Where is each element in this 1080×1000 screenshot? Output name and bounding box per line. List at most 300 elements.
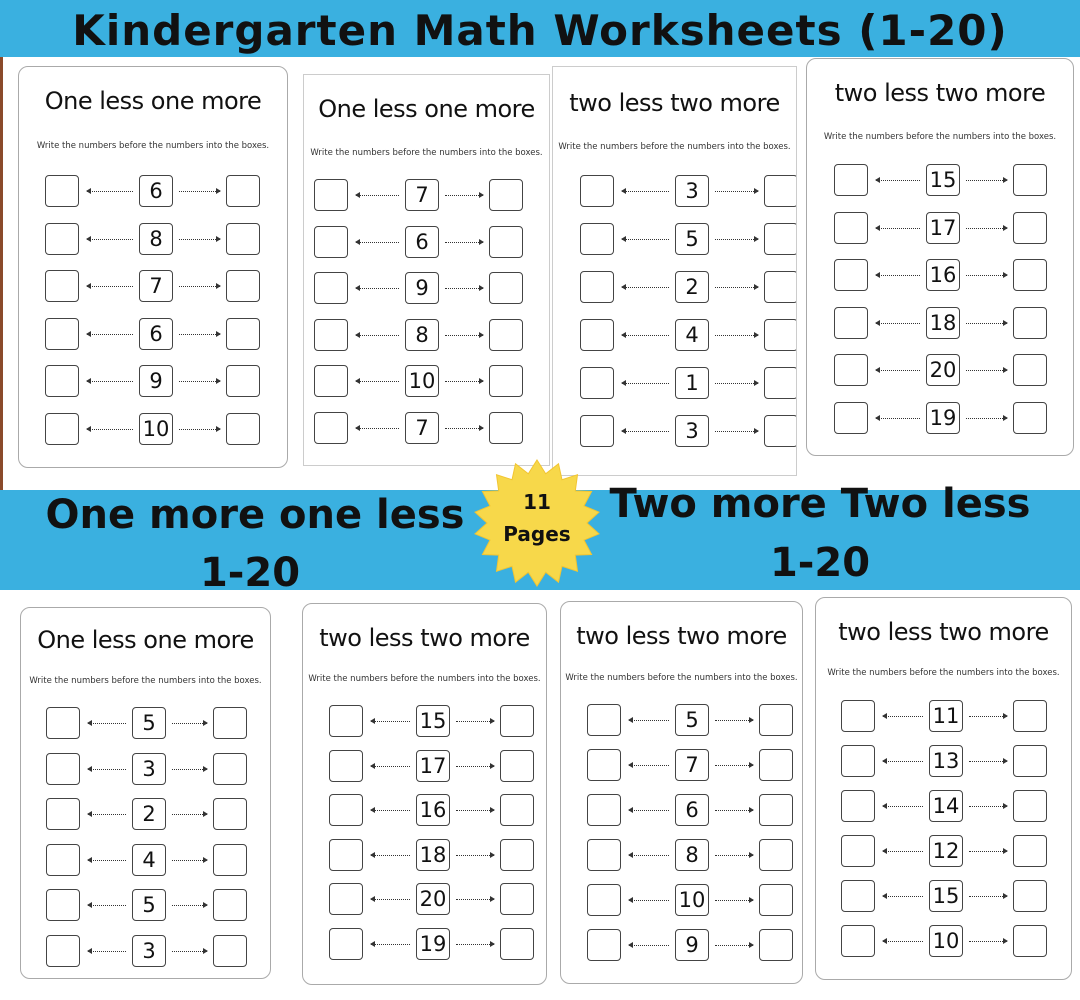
worksheet-instruction: Write the numbers before the numbers into the boxes. (823, 132, 1057, 142)
worksheet-row (807, 354, 1073, 388)
answer-box-after[interactable] (1013, 880, 1047, 912)
given-number: 16 (416, 794, 450, 826)
left-arrow-icon (622, 287, 669, 288)
answer-box-before[interactable] (587, 704, 621, 736)
worksheet-title: two less two more (838, 618, 1049, 646)
answer-box-before[interactable] (580, 319, 614, 351)
answer-box-before[interactable] (841, 835, 875, 867)
answer-box-before[interactable] (834, 259, 868, 291)
worksheet-row (561, 884, 802, 918)
given-number: 8 (405, 319, 439, 351)
answer-box-before[interactable] (45, 365, 79, 397)
answer-box-after[interactable] (500, 794, 534, 826)
answer-box-before[interactable] (329, 839, 363, 871)
answer-box-before[interactable] (834, 164, 868, 196)
worksheet-row (553, 175, 796, 209)
right-arrow-icon (172, 951, 207, 952)
given-number: 2 (132, 798, 166, 830)
right-arrow-icon (715, 945, 753, 946)
answer-box-before[interactable] (314, 272, 348, 304)
worksheet-row (553, 367, 796, 401)
given-number: 16 (926, 259, 960, 291)
answer-box-before[interactable] (46, 935, 80, 967)
answer-box-after[interactable] (500, 705, 534, 737)
answer-box-after[interactable] (213, 889, 247, 921)
left-arrow-icon (622, 239, 669, 240)
answer-box-before[interactable] (45, 175, 79, 207)
answer-box-after[interactable] (226, 365, 260, 397)
left-arrow-icon (87, 334, 133, 335)
answer-box-before[interactable] (841, 745, 875, 777)
answer-box-before[interactable] (834, 354, 868, 386)
left-arrow-icon (87, 191, 133, 192)
given-number: 9 (139, 365, 173, 397)
left-arrow-icon (876, 370, 920, 371)
right-arrow-icon (969, 761, 1007, 762)
given-number: 17 (926, 212, 960, 244)
right-arrow-icon (966, 370, 1007, 371)
worksheet-row (807, 402, 1073, 436)
answer-box-before[interactable] (46, 889, 80, 921)
given-number: 10 (929, 925, 963, 957)
given-number: 4 (675, 319, 709, 351)
given-number: 2 (675, 271, 709, 303)
answer-box-after[interactable] (1013, 745, 1047, 777)
answer-box-before[interactable] (45, 223, 79, 255)
answer-box-before[interactable] (587, 884, 621, 916)
left-arrow-icon (371, 944, 410, 945)
answer-box-before[interactable] (841, 790, 875, 822)
given-number: 11 (929, 700, 963, 732)
answer-box-after[interactable] (489, 365, 523, 397)
answer-box-before[interactable] (46, 753, 80, 785)
given-number: 3 (132, 935, 166, 967)
right-arrow-icon (172, 860, 207, 861)
answer-box-after[interactable] (226, 175, 260, 207)
right-arrow-icon (456, 944, 494, 945)
worksheet-row (807, 259, 1073, 293)
answer-box-after[interactable] (226, 270, 260, 302)
worksheet-row (19, 365, 287, 399)
worksheet-row (19, 318, 287, 352)
given-number: 15 (416, 705, 450, 737)
answer-box-before[interactable] (314, 319, 348, 351)
answer-box-before[interactable] (587, 839, 621, 871)
answer-box-after[interactable] (500, 839, 534, 871)
right-arrow-icon (456, 855, 494, 856)
answer-box-before[interactable] (329, 705, 363, 737)
left-arrow-icon (883, 716, 923, 717)
right-arrow-icon (969, 716, 1007, 717)
given-number: 15 (926, 164, 960, 196)
left-arrow-icon (883, 941, 923, 942)
left-arrow-icon (876, 275, 920, 276)
left-arrow-icon (876, 180, 920, 181)
answer-box-after[interactable] (764, 271, 797, 303)
answer-box-after[interactable] (1013, 790, 1047, 822)
worksheet-title: One less one more (44, 87, 262, 115)
left-arrow-icon (876, 228, 920, 229)
answer-box-after[interactable] (1013, 164, 1047, 196)
given-number: 9 (675, 929, 709, 961)
right-arrow-icon (966, 323, 1007, 324)
worksheet-title: two less two more (576, 622, 787, 650)
worksheet-title: One less one more (37, 626, 254, 654)
left-arrow-icon (883, 761, 923, 762)
answer-box-before[interactable] (841, 925, 875, 957)
answer-box-after[interactable] (1013, 700, 1047, 732)
answer-box-after[interactable] (213, 753, 247, 785)
worksheet-row (561, 839, 802, 873)
answer-box-after[interactable] (759, 794, 793, 826)
given-number: 18 (416, 839, 450, 871)
worksheet-row (561, 749, 802, 783)
answer-box-before[interactable] (834, 212, 868, 244)
given-number: 9 (405, 272, 439, 304)
right-arrow-icon (969, 896, 1007, 897)
given-number: 6 (675, 794, 709, 826)
right-arrow-icon (172, 905, 207, 906)
given-number: 7 (405, 412, 439, 444)
worksheet-row (553, 415, 796, 449)
left-arrow-icon (356, 288, 399, 289)
left-arrow-icon (356, 335, 399, 336)
given-number: 6 (405, 226, 439, 258)
left-arrow-icon (371, 721, 410, 722)
answer-box-after[interactable] (213, 844, 247, 876)
given-number: 20 (416, 883, 450, 915)
left-arrow-icon (87, 381, 133, 382)
answer-box-after[interactable] (489, 226, 523, 258)
right-arrow-icon (715, 765, 753, 766)
given-number: 20 (926, 354, 960, 386)
worksheet-row (303, 928, 546, 962)
worksheet-card (560, 601, 803, 984)
worksheet-row (816, 835, 1071, 869)
left-arrow-icon (883, 806, 923, 807)
answer-box-before[interactable] (46, 844, 80, 876)
left-arrow-icon (371, 766, 410, 767)
worksheet-row (304, 412, 549, 446)
given-number: 6 (139, 175, 173, 207)
answer-box-after[interactable] (759, 704, 793, 736)
answer-box-before[interactable] (580, 223, 614, 255)
answer-box-after[interactable] (764, 367, 797, 399)
answer-box-before[interactable] (587, 929, 621, 961)
right-arrow-icon (969, 941, 1007, 942)
worksheet-row (19, 270, 287, 304)
answer-box-after[interactable] (489, 412, 523, 444)
given-number: 19 (416, 928, 450, 960)
right-arrow-icon (179, 429, 220, 430)
worksheet-row (816, 925, 1071, 959)
worksheet-card (18, 66, 288, 468)
left-arrow-icon (622, 431, 669, 432)
worksheet-row (303, 839, 546, 873)
banner-right-range: 1-20 (769, 540, 871, 586)
answer-box-before[interactable] (580, 367, 614, 399)
answer-box-after[interactable] (213, 935, 247, 967)
answer-box-before[interactable] (46, 798, 80, 830)
worksheet-row (561, 794, 802, 828)
answer-box-after[interactable] (500, 750, 534, 782)
answer-box-after[interactable] (1013, 354, 1047, 386)
left-arrow-icon (88, 951, 126, 952)
right-arrow-icon (715, 239, 758, 240)
given-number: 3 (675, 175, 709, 207)
answer-box-after[interactable] (764, 223, 797, 255)
given-number: 10 (405, 365, 439, 397)
answer-box-before[interactable] (841, 880, 875, 912)
answer-box-after[interactable] (1013, 402, 1047, 434)
worksheet-row (304, 272, 549, 306)
answer-box-after[interactable] (1013, 835, 1047, 867)
worksheet-row (816, 880, 1071, 914)
given-number: 7 (675, 749, 709, 781)
left-arrow-icon (356, 381, 399, 382)
left-arrow-icon (629, 720, 669, 721)
worksheet-card (552, 66, 797, 476)
answer-box-before[interactable] (580, 271, 614, 303)
answer-box-after[interactable] (764, 319, 797, 351)
answer-box-before[interactable] (45, 318, 79, 350)
worksheet-instruction: Write the numbers before the numbers into the boxes. (827, 668, 1060, 678)
worksheet-row (303, 750, 546, 784)
right-arrow-icon (445, 381, 483, 382)
left-arrow-icon (371, 855, 410, 856)
worksheet-row (807, 212, 1073, 246)
worksheet-row (304, 319, 549, 353)
given-number: 15 (929, 880, 963, 912)
right-arrow-icon (456, 810, 494, 811)
answer-box-before[interactable] (587, 749, 621, 781)
right-arrow-icon (179, 334, 220, 335)
worksheet-row (807, 164, 1073, 198)
right-arrow-icon (715, 287, 758, 288)
worksheet-row (21, 935, 270, 969)
given-number: 4 (132, 844, 166, 876)
right-arrow-icon (966, 418, 1007, 419)
worksheet-instruction: Write the numbers before the numbers into the boxes. (29, 676, 262, 686)
given-number: 19 (926, 402, 960, 434)
worksheet-row (561, 704, 802, 738)
right-arrow-icon (715, 720, 753, 721)
answer-box-after[interactable] (1013, 925, 1047, 957)
banner-right-title: Two more Two less (609, 481, 1031, 527)
worksheet-row (816, 790, 1071, 824)
answer-box-before[interactable] (314, 226, 348, 258)
right-arrow-icon (966, 180, 1007, 181)
answer-box-after[interactable] (226, 318, 260, 350)
worksheet-row (19, 175, 287, 209)
given-number: 10 (139, 413, 173, 445)
worksheet-row (19, 223, 287, 257)
answer-box-before[interactable] (45, 413, 79, 445)
answer-box-after[interactable] (759, 839, 793, 871)
right-arrow-icon (172, 769, 207, 770)
left-arrow-icon (371, 899, 410, 900)
given-number: 5 (132, 889, 166, 921)
answer-box-before[interactable] (580, 415, 614, 447)
banner-left-range: 1-20 (199, 550, 301, 596)
answer-box-before[interactable] (329, 928, 363, 960)
given-number: 1 (675, 367, 709, 399)
right-arrow-icon (179, 381, 220, 382)
worksheet-row (553, 319, 796, 353)
answer-box-after[interactable] (500, 883, 534, 915)
given-number: 17 (416, 750, 450, 782)
answer-box-after[interactable] (764, 175, 797, 207)
given-number: 5 (132, 707, 166, 739)
worksheet-row (553, 223, 796, 257)
right-arrow-icon (172, 723, 207, 724)
worksheet-title: two less two more (569, 89, 780, 117)
given-number: 7 (405, 179, 439, 211)
worksheet-row (303, 705, 546, 739)
worksheet-card (20, 607, 271, 979)
left-arrow-icon (88, 814, 126, 815)
left-arrow-icon (88, 723, 126, 724)
answer-box-after[interactable] (759, 929, 793, 961)
answer-box-before[interactable] (329, 750, 363, 782)
worksheet-instruction: Write the numbers before the numbers into the boxes. (310, 148, 543, 158)
left-arrow-icon (622, 383, 669, 384)
answer-box-before[interactable] (314, 365, 348, 397)
given-number: 14 (929, 790, 963, 822)
answer-box-after[interactable] (489, 319, 523, 351)
right-arrow-icon (715, 810, 753, 811)
given-number: 18 (926, 307, 960, 339)
right-arrow-icon (715, 191, 758, 192)
left-arrow-icon (629, 810, 669, 811)
answer-box-after[interactable] (1013, 259, 1047, 291)
left-arrow-icon (629, 945, 669, 946)
given-number: 7 (139, 270, 173, 302)
right-arrow-icon (966, 228, 1007, 229)
answer-box-before[interactable] (587, 794, 621, 826)
side-strip (0, 57, 3, 490)
right-arrow-icon (456, 899, 494, 900)
banner-left-title: One more one less (45, 492, 465, 538)
worksheet-instruction: Write the numbers before the numbers into the boxes. (36, 141, 270, 151)
given-number: 12 (929, 835, 963, 867)
left-arrow-icon (876, 323, 920, 324)
worksheet-instruction: Write the numbers before the numbers into the boxes. (565, 673, 798, 683)
answer-box-after[interactable] (500, 928, 534, 960)
left-arrow-icon (629, 855, 669, 856)
badge-label: Pages (503, 522, 571, 546)
answer-box-before[interactable] (314, 179, 348, 211)
worksheet-row (21, 753, 270, 787)
answer-box-before[interactable] (834, 402, 868, 434)
right-arrow-icon (969, 851, 1007, 852)
answer-box-after[interactable] (1013, 307, 1047, 339)
answer-box-before[interactable] (45, 270, 79, 302)
right-arrow-icon (445, 288, 483, 289)
left-arrow-icon (87, 286, 133, 287)
answer-box-after[interactable] (1013, 212, 1047, 244)
answer-box-before[interactable] (834, 307, 868, 339)
worksheet-card (303, 74, 550, 466)
answer-box-after[interactable] (213, 798, 247, 830)
worksheet-instruction: Write the numbers before the numbers into the boxes. (308, 674, 541, 684)
answer-box-after[interactable] (759, 749, 793, 781)
left-arrow-icon (87, 429, 133, 430)
worksheet-card (302, 603, 547, 985)
right-arrow-icon (179, 191, 220, 192)
answer-box-after[interactable] (759, 884, 793, 916)
answer-box-before[interactable] (329, 883, 363, 915)
worksheet-row (19, 413, 287, 447)
worksheet-title: two less two more (834, 79, 1046, 107)
left-arrow-icon (883, 896, 923, 897)
right-arrow-icon (715, 900, 753, 901)
worksheet-instruction: Write the numbers before the numbers into the boxes. (558, 142, 791, 152)
left-arrow-icon (88, 905, 126, 906)
answer-box-before[interactable] (314, 412, 348, 444)
worksheet-card (815, 597, 1072, 980)
left-arrow-icon (622, 335, 669, 336)
worksheet-row (553, 271, 796, 305)
worksheet-row (21, 844, 270, 878)
page-title: Kindergarten Math Worksheets (1-20) (72, 6, 1008, 55)
right-arrow-icon (172, 814, 207, 815)
right-arrow-icon (715, 855, 753, 856)
worksheet-row (21, 889, 270, 923)
left-arrow-icon (356, 242, 399, 243)
answer-box-after[interactable] (489, 272, 523, 304)
answer-box-before[interactable] (580, 175, 614, 207)
answer-box-after[interactable] (226, 413, 260, 445)
left-arrow-icon (356, 428, 399, 429)
left-arrow-icon (88, 769, 126, 770)
given-number: 13 (929, 745, 963, 777)
right-arrow-icon (966, 275, 1007, 276)
left-arrow-icon (876, 418, 920, 419)
answer-box-before[interactable] (46, 707, 80, 739)
given-number: 6 (139, 318, 173, 350)
right-arrow-icon (715, 383, 758, 384)
left-arrow-icon (356, 195, 399, 196)
right-arrow-icon (179, 239, 220, 240)
answer-box-after[interactable] (764, 415, 797, 447)
left-arrow-icon (883, 851, 923, 852)
worksheet-row (303, 883, 546, 917)
answer-box-before[interactable] (841, 700, 875, 732)
answer-box-after[interactable] (489, 179, 523, 211)
given-number: 5 (675, 704, 709, 736)
right-arrow-icon (179, 286, 220, 287)
worksheet-row (807, 307, 1073, 341)
right-arrow-icon (715, 431, 758, 432)
worksheet-row (816, 700, 1071, 734)
badge-page-count: 11 (523, 490, 551, 514)
given-number: 8 (675, 839, 709, 871)
answer-box-before[interactable] (329, 794, 363, 826)
given-number: 10 (675, 884, 709, 916)
right-arrow-icon (969, 806, 1007, 807)
left-arrow-icon (87, 239, 133, 240)
answer-box-after[interactable] (226, 223, 260, 255)
worksheet-row (21, 707, 270, 741)
left-arrow-icon (371, 810, 410, 811)
given-number: 8 (139, 223, 173, 255)
right-arrow-icon (456, 721, 494, 722)
worksheet-row (21, 798, 270, 832)
answer-box-after[interactable] (213, 707, 247, 739)
worksheet-row (304, 365, 549, 399)
worksheet-row (304, 226, 549, 260)
